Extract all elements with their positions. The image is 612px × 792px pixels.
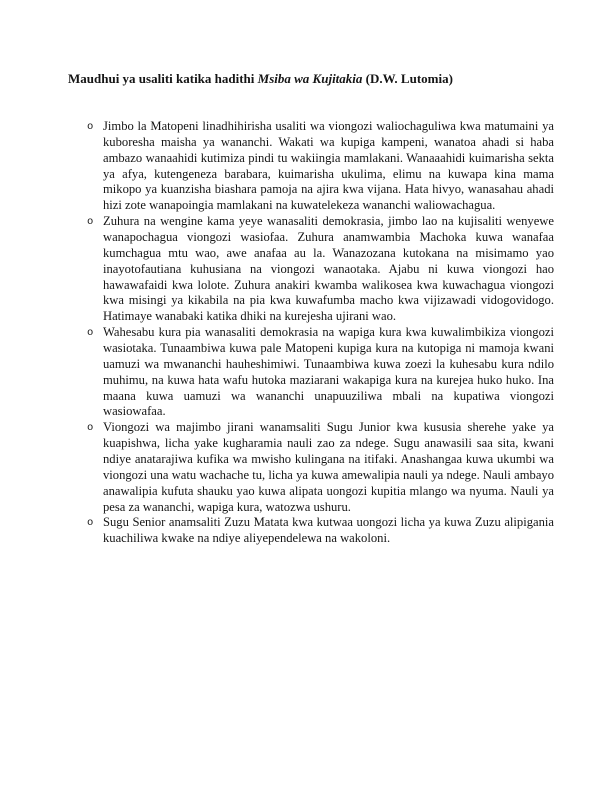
title-book-name: Msiba wa Kujitakia <box>257 71 363 86</box>
title-prefix: Maudhui ya usaliti katika hadithi <box>68 71 258 86</box>
bullet-list <box>87 119 554 547</box>
bullet-marker: o <box>87 517 94 530</box>
bullet-item <box>87 515 554 547</box>
bullet-marker: o <box>87 216 94 229</box>
bullet-marker: o <box>87 121 94 133</box>
bullet-item <box>87 214 554 325</box>
bullet-text: Jimbo la Matopeni linadhihirisha usaliti wa viongozi waliochaguliwa kwa matumaini ya kuboresha maisha ya wananchi. Wakati wa kupiga kampeni, wanatoa ahadi si haba ambazo wanaahidi kutimiza pindi tu wakiingia mamlakani. Wanaaahidi kuimarisha sekta ya afya, kutengeneza barabara, kuimarisha ukulima, elimu na kuwapa kina mama mikopo ya kuanzisha biashara pamoja na ajira kwa vijana. Hata hivyo, wanasahau ahadi hizi zote wanapoingia mamlakani na kuwatelekeza wananchi waliowachagua. <box>103 119 554 213</box>
bullet-text: Wahesabu kura pia wanasaliti demokrasia na wapiga kura kwa kuwalimbikiza viongozi wasiotaka. Tunaambiwa kuwa pale Matopeni kupiga kura na kutopiga ni mamoja kwani uamuzi wa mwananchi hauheshimiwi. Tunaambiwa kuwa zoezi la kuhesabu kura ndilo muhimu, na kuwa hata wafu hutoka maziarani wakapiga kura na kurejea huko huko. Ina maana kuwa uamuzi wa wananchi unapuuziliwa mbali na kupatiwa viongozi wasiowafaa. <box>103 325 554 419</box>
bullet-text: Sugu Senior anamsaliti Zuzu Matata kwa kutwaa uongozi licha ya kuwa Zuzu alipigania kuachiliwa kwake na ndiye aliyependelewa na wakoloni. <box>103 515 554 546</box>
bullet-marker: o <box>87 422 94 435</box>
bullet-item <box>87 119 554 214</box>
bullet-marker: o <box>87 327 94 340</box>
bullet-item <box>87 420 554 515</box>
document-title <box>68 71 572 87</box>
bullet-text: Zuhura na wengine kama yeye wanasaliti demokrasia, jimbo lao na kujisaliti wenyewe wanapochagua viongozi wasiofaa. Zuhura anamwambia Machoka kuwa wanafaa kumchagua mtu wao, awe anafaa au la. Wanazozana kutokana na misimamo yao inayotofautiana kuhusiana na viongozi wanaotaka. Ajabu ni kuwa viongozi hao hawawafaidi kwa lolote. Zuhura anakiri kwamba walikosea kwa kuwachagua viongozi kwa misingi ya kikabila na pia kwa kuwafumba macho kwa vijizawadi vidogovidogo. Hatimaye wanabaki katika dhiki na kurejesha ujirani wao. <box>103 214 554 324</box>
title-suffix: (D.W. Lutomia) <box>362 71 453 86</box>
bullet-item <box>87 325 554 420</box>
bullet-text: Viongozi wa majimbo jirani wanamsaliti Sugu Junior kwa kususia sherehe yake ya kuapishwa, licha yake kugharamia nauli zao za ndege. Sugu anawasili saa sita, kwani ndiye anatarajiwa kufika wa mwisho kulingana na itifaki. Anashangaa kuwa ukumbi wa viongozi una watu wachache tu, licha ya kuwa amewalipia nauli ya ndege. Nauli ambayo anawalipia kufuta shauku yao kuwa alipata uongozi kupitia mlango wa nyuma. Nauli ya pesa za wananchi, wapiga kura, watozwa ushuru. <box>103 420 554 514</box>
